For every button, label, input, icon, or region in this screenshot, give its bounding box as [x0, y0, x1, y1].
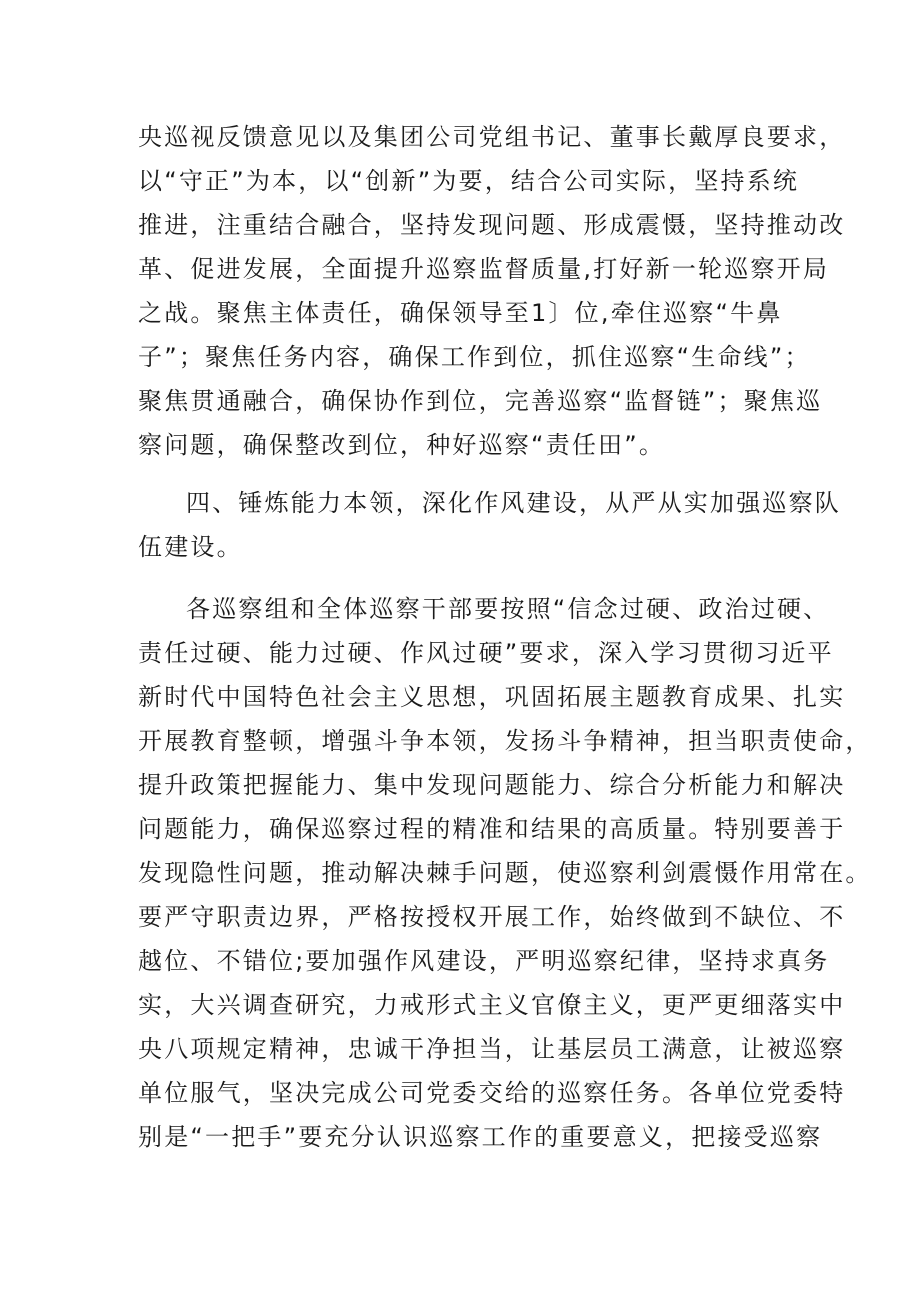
paragraph-1-line-4: 革、促进发展，全面提升巡察监督质量,打好新一轮巡察开局	[138, 255, 830, 283]
paragraph-2-line-7: 发现隐性问题，推动解决棘手问题，使巡察利剑震慑作用常在。	[138, 859, 872, 887]
paragraph-2-line-3: 新时代中国特色社会主义思想，巩固拓展主题教育成果、扎实	[138, 683, 846, 711]
paragraph-2-line-2: 责任过硬、能力过硬、作风过硬”要求，深入学习贯彻习近平	[138, 639, 834, 667]
paragraph-2-line-4: 开展教育整顿，增强斗争本领，发扬斗争精神，担当职责使命，	[138, 727, 872, 755]
paragraph-2-line-11: 央八项规定精神，忠诚干净担当，让基层员工满意，让被巡察	[138, 1035, 846, 1063]
paragraph-2-line-8: 要严守职责边界，严格按授权开展工作，始终做到不缺位、不	[138, 903, 846, 931]
paragraph-1-line-2: 以“守正”为本，以“创新”为要，结合公司实际，坚持系统	[138, 167, 800, 195]
paragraph-1-line-3: 推进，注重结合融合，坚持发现问题、形成震慑，坚持推动改	[138, 211, 846, 239]
paragraph-2-line-12: 单位服气，坚决完成公司党委交给的巡察任务。各单位党委特	[138, 1079, 846, 1107]
paragraph-2-line-1: 各巡察组和全体巡察干部要按照“信念过硬、政治过硬、	[186, 595, 830, 623]
paragraph-1-line-6: 子”；聚焦任务内容，确保工作到位，抓住巡察“生命线”；	[138, 343, 811, 371]
paragraph-1-line-5: 之战。聚焦主体责任，确保领导至1〕位,牵住巡察“牛鼻	[138, 299, 783, 327]
heading-4-line-1: 四、锤炼能力本领，深化作风建设，从严从实加强巡察队	[186, 489, 841, 517]
paragraph-2-line-10: 实，大兴调查研究，力戒形式主义官僚主义，更严更细落实中	[138, 991, 846, 1019]
paragraph-1-line-7: 聚焦贯通融合，确保协作到位，完善巡察“监督链”；聚焦巡	[138, 387, 823, 415]
paragraph-2-line-6: 问题能力，确保巡察过程的精准和结果的高质量。特别要善于	[138, 815, 846, 843]
paragraph-2-line-13: 别是“一把手”要充分认识巡察工作的重要意义，把接受巡察	[138, 1123, 823, 1151]
paragraph-1-line-1: 央巡视反馈意见以及集团公司党组书记、董事长戴厚良要求，	[138, 123, 846, 151]
paragraph-2-line-9: 越位、不错位;要加强作风建设，严明巡察纪律，坚持求真务	[138, 947, 830, 975]
paragraph-1-line-8: 察问题，确保整改到位，种好巡察“责任田”。	[138, 431, 666, 459]
paragraph-2-line-5: 提升政策把握能力、集中发现问题能力、综合分析能力和解决	[138, 771, 846, 799]
heading-4-line-2: 伍建设。	[138, 533, 243, 561]
